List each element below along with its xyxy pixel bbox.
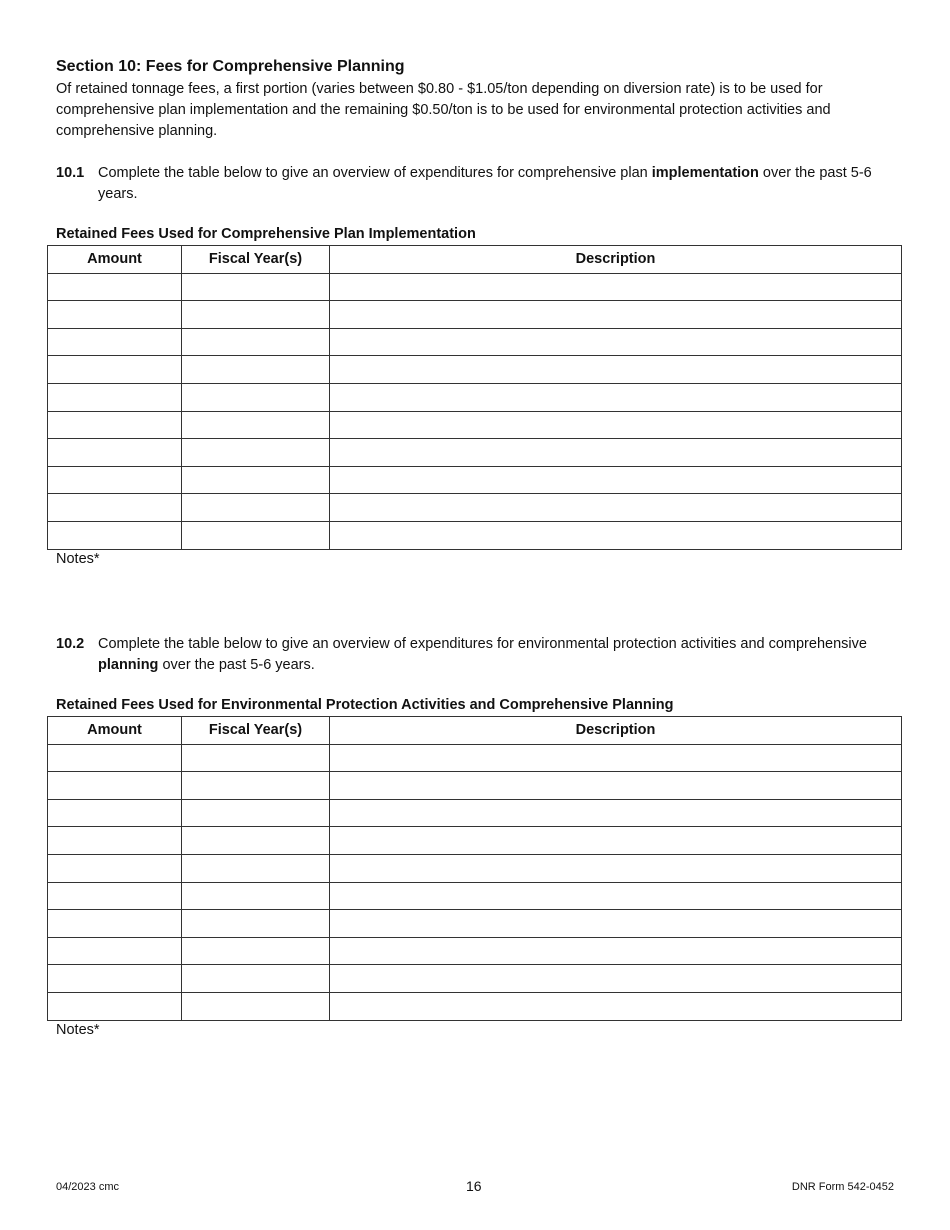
table-row bbox=[48, 521, 902, 549]
table-row bbox=[48, 301, 902, 329]
amount-cell[interactable] bbox=[48, 328, 182, 356]
question-10-1 bbox=[56, 163, 896, 205]
header-amount: Amount bbox=[48, 246, 182, 274]
fiscal-year-cell[interactable] bbox=[182, 521, 330, 549]
header-description: Description bbox=[330, 717, 902, 745]
description-cell[interactable] bbox=[330, 772, 902, 800]
description-cell[interactable] bbox=[330, 937, 902, 965]
amount-cell[interactable] bbox=[48, 854, 182, 882]
table-header-row bbox=[48, 717, 902, 745]
description-cell[interactable] bbox=[330, 827, 902, 855]
description-cell[interactable] bbox=[330, 411, 902, 439]
description-cell[interactable] bbox=[330, 882, 902, 910]
table-body bbox=[48, 744, 902, 1020]
question-10-2 bbox=[56, 634, 896, 676]
table-row bbox=[48, 356, 902, 384]
table-row bbox=[48, 937, 902, 965]
question-number: 10.2 bbox=[56, 636, 85, 652]
question-number: 10.1 bbox=[56, 165, 85, 181]
table-row bbox=[48, 328, 902, 356]
description-cell[interactable] bbox=[330, 356, 902, 384]
description-cell[interactable] bbox=[330, 383, 902, 411]
amount-cell[interactable] bbox=[48, 356, 182, 384]
description-cell[interactable] bbox=[330, 965, 902, 993]
fiscal-year-cell[interactable] bbox=[182, 827, 330, 855]
page-number: 16 bbox=[466, 1178, 482, 1194]
amount-cell[interactable] bbox=[48, 494, 182, 522]
fiscal-year-cell[interactable] bbox=[182, 411, 330, 439]
question-text-part: over the past 5-6 years. bbox=[158, 657, 315, 673]
table-body bbox=[48, 273, 902, 549]
description-cell[interactable] bbox=[330, 439, 902, 467]
fiscal-year-cell[interactable] bbox=[182, 799, 330, 827]
table-header-row bbox=[48, 246, 902, 274]
table-row bbox=[48, 273, 902, 301]
description-cell[interactable] bbox=[330, 910, 902, 938]
header-description: Description bbox=[330, 246, 902, 274]
fiscal-year-cell[interactable] bbox=[182, 301, 330, 329]
table-title-planning: Retained Fees Used for Environmental Protection Activities and Comprehensive Planning bbox=[56, 697, 674, 713]
section-title: Section 10: Fees for Comprehensive Planning bbox=[56, 58, 405, 75]
table-row bbox=[48, 772, 902, 800]
table-title-implementation: Retained Fees Used for Comprehensive Plan Implementation bbox=[56, 226, 476, 242]
amount-cell[interactable] bbox=[48, 772, 182, 800]
header-fiscal-year: Fiscal Year(s) bbox=[182, 246, 330, 274]
question-text-part: Complete the table below to give an overview of expenditures for environmental protection activities and comprehensive bbox=[98, 636, 867, 652]
fiscal-year-cell[interactable] bbox=[182, 466, 330, 494]
fiscal-year-cell[interactable] bbox=[182, 992, 330, 1020]
amount-cell[interactable] bbox=[48, 383, 182, 411]
amount-cell[interactable] bbox=[48, 965, 182, 993]
table-row bbox=[48, 744, 902, 772]
planning-table bbox=[47, 716, 902, 1021]
amount-cell[interactable] bbox=[48, 937, 182, 965]
amount-cell[interactable] bbox=[48, 273, 182, 301]
table-row bbox=[48, 411, 902, 439]
description-cell[interactable] bbox=[330, 301, 902, 329]
amount-cell[interactable] bbox=[48, 439, 182, 467]
footer-date: 04/2023 cmc bbox=[56, 1181, 119, 1193]
amount-cell[interactable] bbox=[48, 910, 182, 938]
table-row bbox=[48, 494, 902, 522]
table-row bbox=[48, 799, 902, 827]
description-cell[interactable] bbox=[330, 273, 902, 301]
fiscal-year-cell[interactable] bbox=[182, 744, 330, 772]
table-row bbox=[48, 827, 902, 855]
amount-cell[interactable] bbox=[48, 992, 182, 1020]
fiscal-year-cell[interactable] bbox=[182, 439, 330, 467]
form-id: DNR Form 542-0452 bbox=[791, 1181, 894, 1193]
amount-cell[interactable] bbox=[48, 521, 182, 549]
table-row bbox=[48, 854, 902, 882]
description-cell[interactable] bbox=[330, 992, 902, 1020]
question-text-part: over the past 5-6 years. bbox=[98, 165, 872, 202]
amount-cell[interactable] bbox=[48, 466, 182, 494]
fiscal-year-cell[interactable] bbox=[182, 937, 330, 965]
fiscal-year-cell[interactable] bbox=[182, 383, 330, 411]
description-cell[interactable] bbox=[330, 521, 902, 549]
fiscal-year-cell[interactable] bbox=[182, 854, 330, 882]
section-intro: Of retained tonnage fees, a first portion (varies between $0.80 - $1.05/ton depending on diversion rate) is to be used for comprehensive plan implementation and the remaining $0.50/ton is to be used for environmental protection activities and comprehensive planning. bbox=[56, 81, 831, 139]
description-cell[interactable] bbox=[330, 494, 902, 522]
amount-cell[interactable] bbox=[48, 827, 182, 855]
fiscal-year-cell[interactable] bbox=[182, 494, 330, 522]
table-row bbox=[48, 965, 902, 993]
implementation-table bbox=[47, 245, 902, 550]
fiscal-year-cell[interactable] bbox=[182, 910, 330, 938]
description-cell[interactable] bbox=[330, 466, 902, 494]
table-row bbox=[48, 882, 902, 910]
table-row bbox=[48, 383, 902, 411]
question-text-part: Complete the table below to give an overview of expenditures for comprehensive plan bbox=[98, 165, 652, 181]
question-text-emphasis: implementation bbox=[651, 165, 759, 181]
amount-cell[interactable] bbox=[48, 301, 182, 329]
amount-cell[interactable] bbox=[48, 411, 182, 439]
fiscal-year-cell[interactable] bbox=[182, 273, 330, 301]
header-amount: Amount bbox=[48, 717, 182, 745]
question-text bbox=[98, 634, 896, 676]
table-row bbox=[48, 992, 902, 1020]
amount-cell[interactable] bbox=[48, 799, 182, 827]
fiscal-year-cell[interactable] bbox=[182, 328, 330, 356]
notes-label-implementation: Notes* bbox=[56, 551, 100, 567]
question-text bbox=[98, 163, 896, 205]
notes-label-planning: Notes* bbox=[56, 1022, 100, 1038]
header-fiscal-year: Fiscal Year(s) bbox=[182, 717, 330, 745]
table-row bbox=[48, 466, 902, 494]
question-text-emphasis: planning bbox=[98, 657, 159, 673]
fiscal-year-cell[interactable] bbox=[182, 882, 330, 910]
table-row bbox=[48, 439, 902, 467]
fiscal-year-cell[interactable] bbox=[182, 356, 330, 384]
description-cell[interactable] bbox=[330, 328, 902, 356]
table-row bbox=[48, 910, 902, 938]
description-cell[interactable] bbox=[330, 744, 902, 772]
amount-cell[interactable] bbox=[48, 882, 182, 910]
fiscal-year-cell[interactable] bbox=[182, 772, 330, 800]
fiscal-year-cell[interactable] bbox=[182, 965, 330, 993]
amount-cell[interactable] bbox=[48, 744, 182, 772]
description-cell[interactable] bbox=[330, 854, 902, 882]
description-cell[interactable] bbox=[330, 799, 902, 827]
